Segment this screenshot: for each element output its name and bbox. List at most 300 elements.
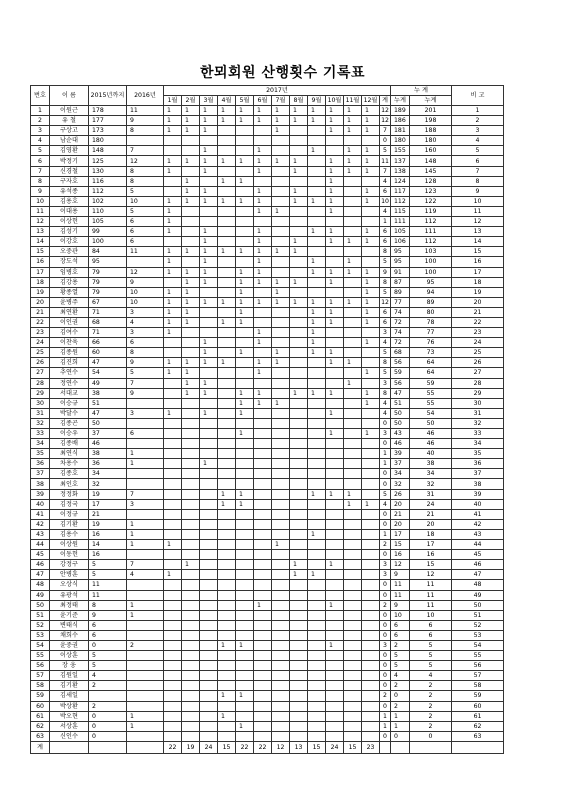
note-cell: 46 (452, 560, 504, 570)
month-7-cell: 1 (272, 348, 290, 358)
cum-a: 37 (391, 459, 410, 469)
member-name: 임병호 (50, 267, 89, 277)
month-11-cell (344, 398, 362, 408)
cum-b: 119 (410, 206, 452, 216)
cum-a: 91 (391, 267, 410, 277)
total-2017: 4 (380, 398, 391, 408)
month-9-cell (308, 237, 326, 247)
month-3-cell: 1 (200, 459, 218, 469)
month-4-cell: 1 (218, 640, 236, 650)
header-month-2: 2월 (182, 96, 200, 106)
month-6-cell: 1 (254, 106, 272, 116)
month-1-cell (164, 509, 182, 519)
total-2017: 0 (380, 651, 391, 661)
count-until2015: 102 (89, 196, 127, 206)
month-5-cell: 1 (236, 348, 254, 358)
page-title: 한뫼회원 산행횟수 기록표 (199, 65, 365, 81)
month-5-cell (236, 590, 254, 600)
cum-a: 21 (391, 509, 410, 519)
cum-a: 46 (391, 439, 410, 449)
count-2016: 1 (127, 721, 164, 731)
month-9-cell (308, 469, 326, 479)
sum-tail-1 (391, 741, 410, 753)
cum-a: 77 (391, 297, 410, 307)
cum-b: 10 (410, 610, 452, 620)
month-3-cell: 1 (200, 106, 218, 116)
month-9-cell (308, 126, 326, 136)
month-12-cell (362, 610, 380, 620)
month-6-cell: 1 (254, 277, 272, 287)
month-4-cell (218, 580, 236, 590)
month-2-cell (182, 529, 200, 539)
note-cell: 10 (452, 196, 504, 206)
count-2016 (127, 550, 164, 560)
month-7-cell (272, 368, 290, 378)
total-2017: 0 (380, 661, 391, 671)
month-2-cell: 1 (182, 186, 200, 196)
month-3-cell (200, 721, 218, 731)
count-until2015: 5 (89, 661, 127, 671)
month-7-cell (272, 418, 290, 428)
table-row (31, 116, 504, 126)
month-11-cell (344, 136, 362, 146)
month-3-cell (200, 681, 218, 691)
month-7-cell (272, 136, 290, 146)
month-8-cell (290, 661, 308, 671)
cum-b: 94 (410, 287, 452, 297)
cum-b: 5 (410, 661, 452, 671)
month-5-cell: 1 (236, 388, 254, 398)
row-no: 51 (31, 610, 50, 620)
month-11-cell (344, 681, 362, 691)
month-3-cell: 1 (200, 247, 218, 257)
month-7-cell (272, 388, 290, 398)
month-1-cell: 1 (164, 227, 182, 237)
table-row (31, 277, 504, 287)
note-cell: 59 (452, 691, 504, 701)
month-6-cell (254, 610, 272, 620)
month-8-cell (290, 610, 308, 620)
month-6-cell (254, 429, 272, 439)
month-9-cell (308, 136, 326, 146)
month-9-cell (308, 620, 326, 630)
cum-b: 50 (410, 418, 452, 428)
row-no: 5 (31, 146, 50, 156)
note-cell: 17 (452, 267, 504, 277)
table-row (31, 378, 504, 388)
month-11-cell (344, 227, 362, 237)
month-4-cell (218, 348, 236, 358)
month-6-cell: 1 (254, 267, 272, 277)
sum-label: 계 (31, 741, 50, 753)
month-4-cell (218, 610, 236, 620)
sum-month-11: 15 (344, 741, 362, 753)
month-4-cell: 1 (218, 196, 236, 206)
month-7-cell: 1 (272, 206, 290, 216)
month-4-cell (218, 600, 236, 610)
month-3-cell (200, 328, 218, 338)
month-7-cell (272, 731, 290, 741)
total-2017: 12 (381, 117, 389, 125)
month-5-cell: 1 (236, 287, 254, 297)
table-row (31, 560, 504, 570)
month-10-cell (326, 509, 344, 519)
month-7-cell: 1 (272, 540, 290, 550)
month-2-cell: 1 (182, 277, 200, 287)
month-4-cell (218, 681, 236, 691)
month-8-cell (290, 227, 308, 237)
member-name: 이승규 (50, 398, 89, 408)
month-11-cell: 1 (344, 146, 362, 156)
month-5-cell (236, 439, 254, 449)
month-6-cell (254, 499, 272, 509)
month-10-cell (326, 459, 344, 469)
month-8-cell (290, 217, 308, 227)
table-row (31, 509, 504, 519)
month-6-cell (254, 550, 272, 560)
month-7-cell (272, 378, 290, 388)
month-1-cell: 1 (164, 106, 182, 116)
cum-b: 11 (410, 580, 452, 590)
cum-b: 40 (410, 449, 452, 459)
table-row (31, 267, 504, 277)
month-11-cell (344, 519, 362, 529)
month-8-cell (290, 317, 308, 327)
count-until2015: 2 (89, 701, 127, 711)
month-3-cell: 1 (200, 267, 218, 277)
total-2017: 0 (380, 630, 391, 640)
month-10-cell: 1 (326, 166, 344, 176)
month-11-cell: 1 (344, 166, 362, 176)
month-9-cell (308, 358, 326, 368)
month-9-cell (308, 217, 326, 227)
month-12-cell: 1 (362, 368, 380, 378)
month-10-cell (326, 681, 344, 691)
count-until2015: 71 (89, 307, 127, 317)
month-11-cell (344, 247, 362, 257)
month-12-cell (362, 550, 380, 560)
month-8-cell (290, 348, 308, 358)
member-name: 김기환 (50, 681, 89, 691)
row-no: 47 (31, 570, 50, 580)
count-until2015: 68 (89, 317, 127, 327)
month-2-cell (182, 610, 200, 620)
month-3-cell: 1 (200, 388, 218, 398)
month-7-cell (272, 600, 290, 610)
month-4-cell (218, 540, 236, 550)
month-8-cell: 1 (290, 570, 308, 580)
total-2017: 5 (380, 348, 391, 358)
month-5-cell (236, 509, 254, 519)
month-5-cell: 1 (236, 116, 254, 126)
month-2-cell: 1 (182, 126, 200, 136)
count-until2015: 38 (89, 449, 127, 459)
month-6-cell: 1 (254, 297, 272, 307)
cum-a: 56 (391, 378, 410, 388)
month-2-cell (182, 237, 200, 247)
month-5-cell: 1 (236, 408, 254, 418)
month-11-cell: 1 (344, 116, 362, 126)
month-1-cell (164, 439, 182, 449)
month-10-cell: 1 (326, 297, 344, 307)
sum-row (31, 741, 504, 753)
month-12-cell: 1 (362, 106, 380, 116)
row-no: 36 (31, 459, 50, 469)
count-until2015: 17 (89, 499, 127, 509)
table-row (31, 126, 504, 136)
month-3-cell (200, 590, 218, 600)
month-5-cell (236, 358, 254, 368)
table-row (31, 156, 504, 166)
month-3-cell: 1 (200, 297, 218, 307)
count-until2015: 66 (89, 338, 127, 348)
header-month-8: 8월 (290, 96, 308, 106)
header-no: 번호 (31, 86, 50, 106)
month-11-cell (344, 348, 362, 358)
row-no: 8 (31, 176, 50, 186)
month-5-cell (236, 671, 254, 681)
month-5-cell (236, 570, 254, 580)
month-2-cell (182, 146, 200, 156)
month-6-cell (254, 469, 272, 479)
month-5-cell: 1 (236, 489, 254, 499)
count-2016 (127, 509, 164, 519)
cum-b: 122 (410, 196, 452, 206)
month-6-cell (254, 671, 272, 681)
note-cell: 24 (452, 338, 504, 348)
cum-a: 1 (391, 721, 410, 731)
month-6-cell: 1 (254, 388, 272, 398)
month-2-cell (182, 348, 200, 358)
cum-a: 105 (391, 227, 410, 237)
note-cell: 5 (452, 146, 504, 156)
month-3-cell (200, 206, 218, 216)
month-1-cell (164, 691, 182, 701)
month-4-cell (218, 620, 236, 630)
month-2-cell (182, 338, 200, 348)
month-11-cell (344, 328, 362, 338)
month-11-cell: 1 (344, 499, 362, 509)
table-row (31, 217, 504, 227)
row-no: 57 (31, 671, 50, 681)
header-month-4: 4월 (218, 96, 236, 106)
cum-b: 55 (410, 388, 452, 398)
month-11-cell (344, 600, 362, 610)
month-9-cell (308, 166, 326, 176)
month-10-cell: 1 (326, 176, 344, 186)
month-3-cell (200, 287, 218, 297)
table-row (31, 651, 504, 661)
month-12-cell: 1 (362, 388, 380, 398)
month-3-cell (200, 217, 218, 227)
month-10-cell (326, 418, 344, 428)
month-8-cell: 1 (290, 297, 308, 307)
month-3-cell: 1 (200, 237, 218, 247)
month-11-cell: 1 (344, 237, 362, 247)
cum-b: 18 (410, 529, 452, 539)
month-3-cell: 1 (200, 257, 218, 267)
month-4-cell: 1 (218, 691, 236, 701)
table-row (31, 136, 504, 146)
count-2016 (127, 681, 164, 691)
month-1-cell: 1 (164, 287, 182, 297)
month-4-cell (218, 479, 236, 489)
month-2-cell (182, 630, 200, 640)
month-6-cell (254, 691, 272, 701)
month-11-cell (344, 176, 362, 186)
month-10-cell: 1 (326, 408, 344, 418)
month-6-cell (254, 701, 272, 711)
month-3-cell: 1 (200, 358, 218, 368)
month-10-cell: 1 (326, 186, 344, 196)
month-10-cell (326, 731, 344, 741)
month-8-cell (290, 721, 308, 731)
table-row (31, 368, 504, 378)
total-2017: 8 (380, 277, 391, 287)
sum-tail-3 (452, 741, 504, 753)
count-until2015: 19 (89, 519, 127, 529)
month-3-cell: 1 (200, 166, 218, 176)
month-2-cell (182, 509, 200, 519)
note-cell: 21 (452, 307, 504, 317)
month-1-cell: 1 (164, 297, 182, 307)
month-9-cell: 1 (308, 328, 326, 338)
cum-a: 72 (391, 338, 410, 348)
record-body (31, 106, 504, 754)
month-11-cell (344, 529, 362, 539)
cum-b: 103 (410, 247, 452, 257)
total-2017: 2 (380, 540, 391, 550)
month-7-cell (272, 509, 290, 519)
note-cell: 56 (452, 661, 504, 671)
month-9-cell (308, 287, 326, 297)
total-2017: 3 (380, 640, 391, 650)
note-cell: 37 (452, 469, 504, 479)
month-6-cell: 1 (254, 600, 272, 610)
cum-b: 2 (410, 711, 452, 721)
month-4-cell (218, 671, 236, 681)
table-row (31, 691, 504, 701)
month-10-cell: 1 (326, 106, 344, 116)
month-5-cell (236, 217, 254, 227)
month-2-cell: 1 (182, 317, 200, 327)
row-no: 13 (31, 227, 50, 237)
cum-b: 112 (410, 237, 452, 247)
month-10-cell (326, 469, 344, 479)
month-7-cell (272, 176, 290, 186)
member-name: 윤중권 (50, 640, 89, 650)
count-2016: 1 (127, 459, 164, 469)
row-no: 23 (31, 328, 50, 338)
month-5-cell (236, 651, 254, 661)
table-row (31, 489, 504, 499)
cum-b: 2 (410, 721, 452, 731)
month-1-cell (164, 176, 182, 186)
month-8-cell (290, 550, 308, 560)
month-4-cell: 1 (218, 297, 236, 307)
total-2017: 6 (380, 237, 391, 247)
month-7-cell (272, 519, 290, 529)
month-2-cell (182, 550, 200, 560)
month-7-cell (272, 630, 290, 640)
month-3-cell: 1 (200, 277, 218, 287)
month-5-cell (236, 560, 254, 570)
month-4-cell (218, 408, 236, 418)
month-9-cell (308, 449, 326, 459)
count-until2015: 0 (89, 721, 127, 731)
month-7-cell: 1 (272, 398, 290, 408)
count-2016: 5 (127, 186, 164, 196)
month-1-cell (164, 529, 182, 539)
count-until2015: 16 (89, 529, 127, 539)
month-10-cell (326, 368, 344, 378)
header-month-1: 1월 (164, 96, 182, 106)
month-10-cell: 1 (326, 206, 344, 216)
table-row (31, 681, 504, 691)
count-2016 (127, 418, 164, 428)
month-9-cell (308, 651, 326, 661)
note-cell: 20 (452, 297, 504, 307)
row-no: 49 (31, 590, 50, 600)
month-9-cell (308, 378, 326, 388)
month-7-cell (272, 328, 290, 338)
month-8-cell: 1 (290, 560, 308, 570)
month-6-cell: 1 (254, 398, 272, 408)
cum-b: 2 (410, 701, 452, 711)
month-1-cell (164, 459, 182, 469)
month-7-cell (272, 237, 290, 247)
month-2-cell (182, 166, 200, 176)
month-3-cell (200, 630, 218, 640)
month-2-cell (182, 711, 200, 721)
total-2017: 1 (380, 459, 391, 469)
month-9-cell (308, 519, 326, 529)
month-5-cell (236, 126, 254, 136)
note-cell: 58 (452, 681, 504, 691)
month-1-cell (164, 186, 182, 196)
month-12-cell: 1 (362, 126, 380, 136)
month-12-cell (362, 358, 380, 368)
month-7-cell (272, 499, 290, 509)
cum-b: 201 (410, 106, 452, 116)
month-8-cell (290, 681, 308, 691)
count-2016: 11 (127, 247, 164, 257)
month-2-cell (182, 439, 200, 449)
month-9-cell: 1 (308, 267, 326, 277)
month-1-cell (164, 519, 182, 529)
month-5-cell: 1 (236, 691, 254, 701)
total-2017: 4 (380, 338, 391, 348)
table-row (31, 176, 504, 186)
month-8-cell (290, 146, 308, 156)
month-7-cell (272, 711, 290, 721)
month-7-cell (272, 186, 290, 196)
month-10-cell (326, 590, 344, 600)
row-no: 61 (31, 711, 50, 721)
count-until2015: 34 (89, 469, 127, 479)
month-12-cell: 1 (362, 297, 380, 307)
count-2016 (127, 257, 164, 267)
month-5-cell (236, 257, 254, 267)
month-9-cell (308, 640, 326, 650)
month-6-cell: 1 (254, 116, 272, 126)
row-no: 35 (31, 449, 50, 459)
total-2017: 2 (380, 691, 391, 701)
month-1-cell (164, 590, 182, 600)
month-11-cell (344, 287, 362, 297)
month-10-cell (326, 328, 344, 338)
month-9-cell (308, 580, 326, 590)
